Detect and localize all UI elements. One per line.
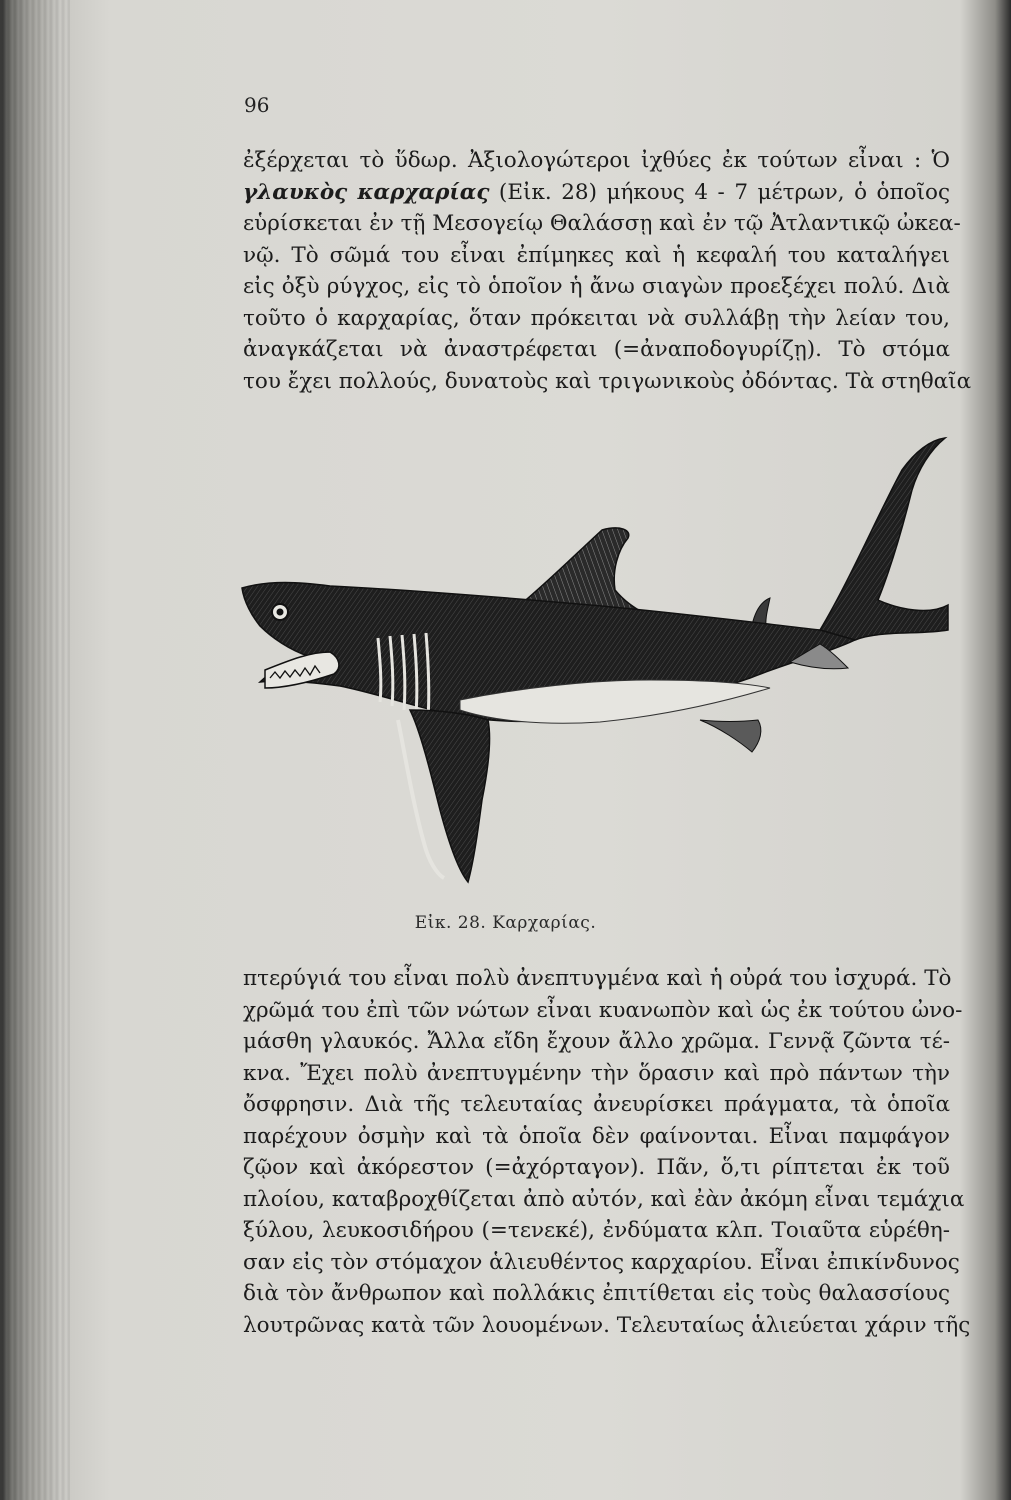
- text-line: ὄσφρησιν. Διὰ τῆς τελευταίας ἀνευρίσκει πράγματα, τὰ ὁποῖα: [243, 1092, 950, 1117]
- pectoral-fin: [410, 710, 490, 882]
- text-line: ἀναγκάζεται νὰ ἀναστρέφεται (=ἀναποδογυρίζῃ). Τὸ στόμα: [243, 337, 950, 362]
- pelvic-fin: [700, 720, 761, 752]
- text-line: [243, 177, 950, 209]
- text-line: του ἔχει πολλούς, δυνατοὺς καὶ τριγωνικοὺς ὀδόντας. Τὰ στηθαῖα: [243, 368, 972, 394]
- text-line: ζῷον καὶ ἀκόρεστον (=ἀχόρταγον). Πᾶν, ὅ,τι ρίπτεται ἐκ τοῦ: [243, 1155, 950, 1180]
- dorsal-fin: [520, 528, 642, 612]
- text-line: πτερύγιά του εἶναι πολὺ ἀνεπτυγμένα καὶ ἡ οὐρά του ἰσχυρά. Τὸ: [243, 966, 952, 991]
- paragraph-top: [243, 145, 972, 397]
- text-fragment: (Εἰκ. 28) μήκους 4 - 7 μέτρων, ὁ ὁποῖος: [489, 179, 950, 205]
- text-line: εὑρίσκεται ἐν τῇ Μεσογείῳ Θαλάσσῃ καὶ ἐν τῷ Ἀτλαντικῷ ὠκεα-: [243, 211, 961, 236]
- text-line: κνα. Ἔχει πολὺ ἀνεπτυγμένην τὴν ὅρασιν καὶ πρὸ πάντων τὴν: [243, 1060, 950, 1086]
- figure-caption: Εἰκ. 28. Καρχαρίας.: [414, 913, 597, 933]
- text-line: μάσθη γλαυκός. Ἄλλα εἴδη ἔχουν ἄλλο χρῶμα. Γεννᾷ ζῶντα τέ-: [243, 1029, 950, 1054]
- text-line: πλοίου, καταβροχθίζεται ἀπὸ αὐτόν, καὶ ἐὰν ἀκόμη εἶναι τεμάχια: [243, 1186, 965, 1212]
- page-edge-shadow: [0, 0, 70, 1500]
- text-line: νῷ. Τὸ σῶμά του εἶναι ἐπίμηκες καὶ ἡ κεφαλή του καταλήγει: [243, 242, 950, 268]
- text-line: εἰς ὀξὺ ρύγχος, εἰς τὸ ὁποῖον ἡ ἄνω σιαγὼν προεξέχει πολύ. Διὰ: [243, 274, 950, 299]
- shark-illustration: [230, 430, 960, 900]
- shark-tail: [820, 438, 948, 640]
- text-line: διὰ τὸν ἄνθρωπον καὶ πολλάκις ἐπιτίθεται εἰς τοὺς θαλασσίους: [243, 1281, 950, 1306]
- page-number: 96: [244, 93, 270, 117]
- species-term: γλαυκὸς καρχαρίας: [243, 179, 490, 205]
- text-line: ἐξέρχεται τὸ ὕδωρ. Ἀξιολογώτεροι ἰχθύες ἐκ τούτων εἶναι : Ὁ: [243, 148, 950, 173]
- text-line: παρέχουν ὀσμὴν καὶ τὰ ὁποῖα δὲν φαίνονται. Εἶναι παμφάγον: [243, 1123, 950, 1149]
- text-line: σαν εἰς τὸν στόμαχον ἁλιευθέντος καρχαρίου. Εἶναι ἐπικίνδυνος: [243, 1249, 960, 1275]
- text-line: ξύλου, λευκοσιδήρου (=τενεκέ), ἐνδύματα κλπ. Τοιαῦτα εὑρέθη-: [243, 1218, 950, 1243]
- text-line: χρῶμά του ἐπὶ τῶν νώτων εἶναι κυανωπὸν καὶ ὡς ἐκ τούτου ὠνο-: [243, 997, 963, 1023]
- text-line: τοῦτο ὁ καρχαρίας, ὅταν πρόκειται νὰ συλλάβῃ τὴν λείαν του,: [243, 305, 950, 331]
- text-line: λουτρῶνας κατὰ τῶν λουομένων. Τελευταίως ἁλιεύεται χάριν τῆς: [243, 1312, 971, 1338]
- paragraph-bottom: [243, 963, 971, 1341]
